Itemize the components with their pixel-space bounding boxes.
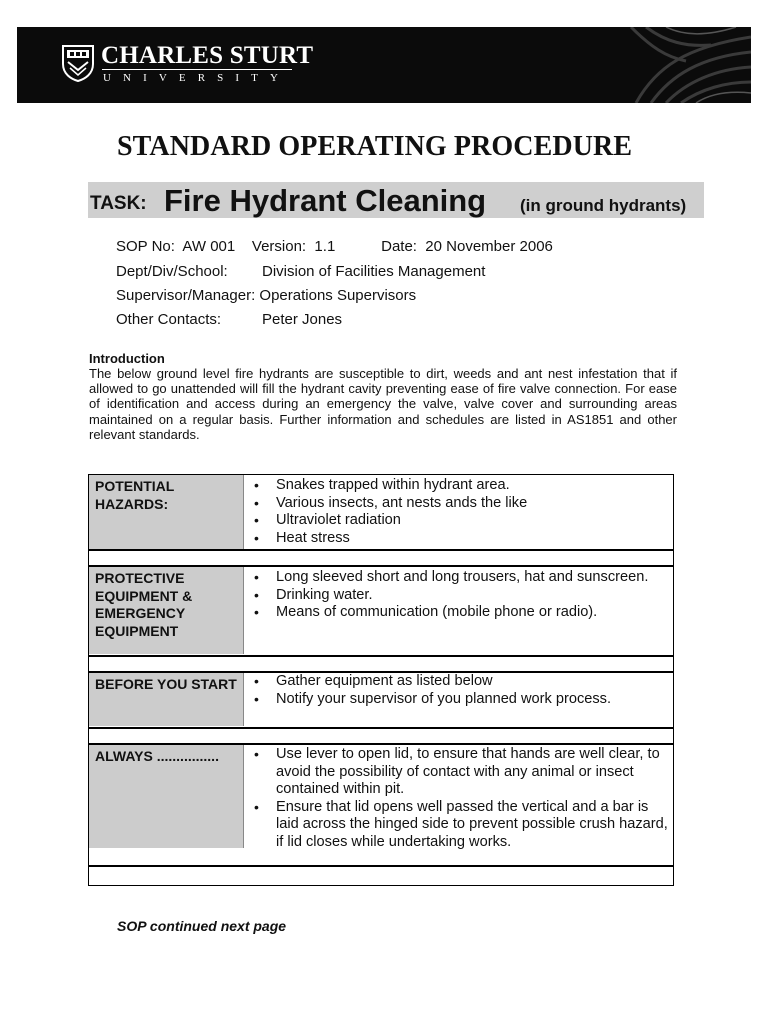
section-heading: PROTECTIVE EQUIPMENT & EMERGENCY EQUIPMENT xyxy=(89,567,244,654)
dept-label: Dept/Div/School: xyxy=(116,263,228,280)
list-item: • Means of communication (mobile phone or radio). xyxy=(249,604,669,622)
introduction-heading: Introduction xyxy=(89,351,165,366)
supervisor-label: Supervisor/Manager: xyxy=(116,287,256,304)
list-item: • Use lever to open lid, to ensure that hands are well clear, to avoid the possibility of contact with any animal or insect contained within pit. xyxy=(249,746,669,799)
university-crest-icon xyxy=(61,44,95,82)
list-item: • Gather equipment as listed below xyxy=(249,673,669,691)
document-title: STANDARD OPERATING PROCEDURE xyxy=(117,131,633,162)
sop-table xyxy=(88,474,674,886)
list-item: • Ultraviolet radiation xyxy=(249,512,669,530)
task-note: (in ground hydrants) xyxy=(520,196,687,215)
list-item: • Notify your supervisor of you planned work process. xyxy=(249,691,669,709)
contacts-value: Peter Jones xyxy=(262,311,343,328)
section-heading: ALWAYS ................ xyxy=(89,745,244,848)
section-heading: POTENTIAL HAZARDS: xyxy=(89,475,244,549)
section-row-hazards xyxy=(89,475,673,549)
contacts-row xyxy=(116,311,343,329)
section-list xyxy=(249,477,669,547)
task-name: Fire Hydrant Cleaning xyxy=(164,183,487,218)
sop-number-line: SOP No: AW 001 Version: 1.1 Date: 20 November 2006 xyxy=(116,238,553,255)
continued-note: SOP continued next page xyxy=(117,918,287,934)
section-row-always xyxy=(89,745,673,848)
list-item: • Various insects, ant nests ands the like xyxy=(249,495,669,513)
task-bar xyxy=(88,182,704,218)
supervisor-row xyxy=(116,287,416,305)
section-list xyxy=(249,569,669,622)
row-divider xyxy=(89,549,673,551)
brand-name: CHARLES STURT xyxy=(101,42,314,69)
row-divider xyxy=(89,865,673,867)
dept-row xyxy=(116,263,486,281)
section-row-protective-equipment xyxy=(89,567,673,654)
section-heading: BEFORE YOU START xyxy=(89,673,244,726)
dept-value: Division of Facilities Management xyxy=(262,263,486,280)
list-item: • Heat stress xyxy=(249,530,669,548)
row-divider xyxy=(89,727,673,729)
section-list xyxy=(249,746,669,851)
row-divider xyxy=(89,655,673,657)
brand-divider xyxy=(102,69,292,70)
section-row-before-you-start xyxy=(89,673,673,726)
banner-decoration-icon xyxy=(626,27,751,103)
task-label: TASK: xyxy=(90,193,147,214)
contacts-label: Other Contacts: xyxy=(116,311,222,328)
list-item: • Ensure that lid opens well passed the vertical and a bar is laid across the hinged side to prevent possible crush hazard, if lid closes while undertaking works. xyxy=(249,799,669,852)
introduction-text: The below ground level fire hydrants are susceptible to dirt, weeds and ant nest infestation that if allowed to go unattended will fill the hydrant cavity preventing ease of fire valve connection. For ease of identification and access during an emergency the valve, valve cover and surrounding areas maintained on a regular basis. Further information and schedules are listed in AS1851 and other relevant standards. xyxy=(89,366,677,442)
list-item: • Long sleeved short and long trousers, hat and sunscreen. xyxy=(249,569,669,587)
list-item: • Snakes trapped within hydrant area. xyxy=(249,477,669,495)
section-list xyxy=(249,673,669,708)
brand-subtitle: UNIVERSITY xyxy=(103,72,290,84)
list-item: • Drinking water. xyxy=(249,587,669,605)
university-banner xyxy=(17,27,751,103)
supervisor-value: Operations Supervisors xyxy=(259,287,417,304)
